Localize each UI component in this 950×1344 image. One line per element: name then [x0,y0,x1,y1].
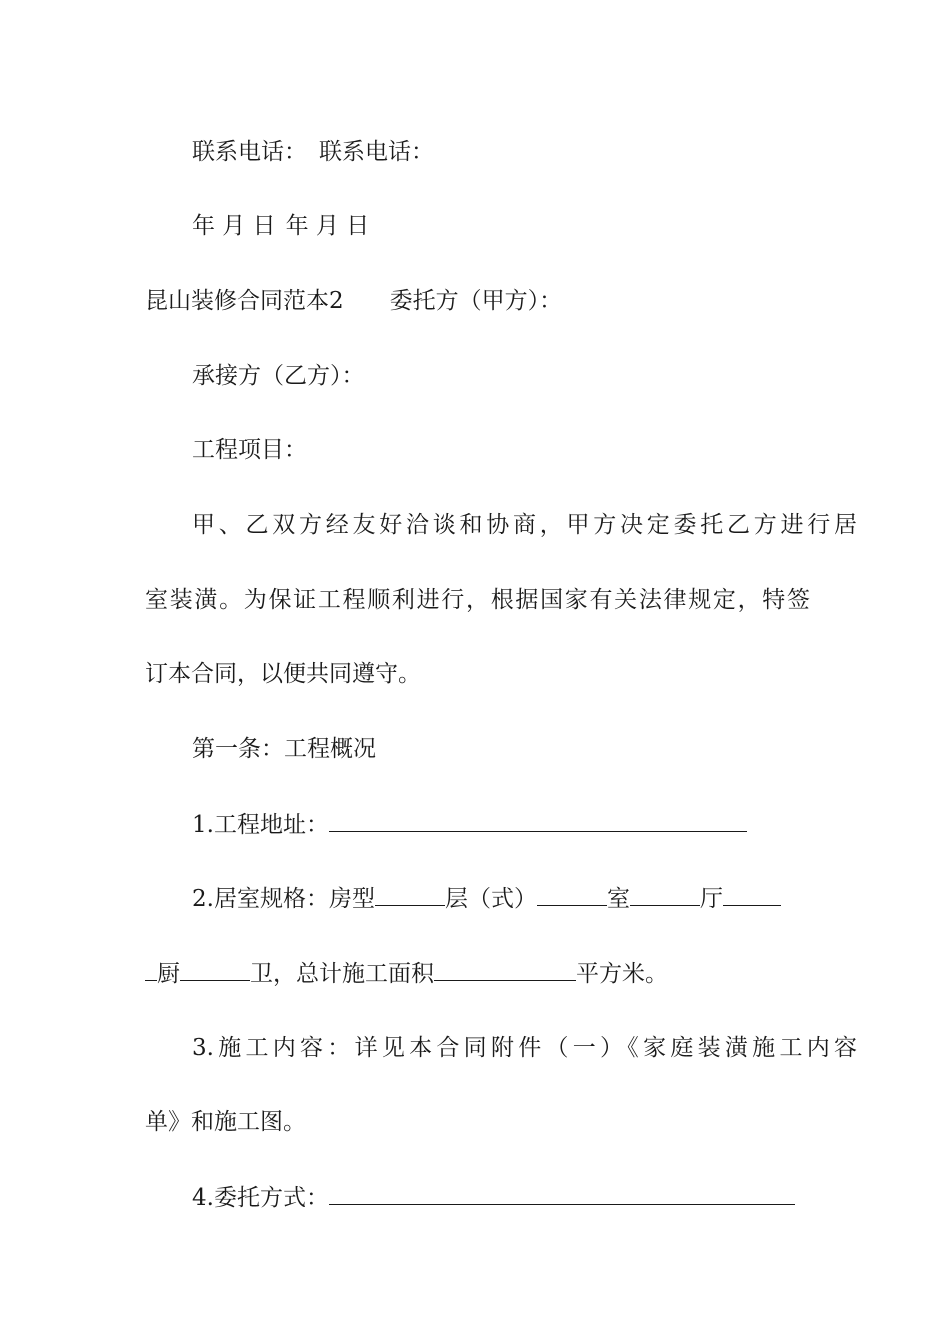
blank-area [434,958,576,981]
blank-ting-cont [145,958,157,981]
item2-shi: 室 [606,886,630,912]
para1-line3: 订本合同，以便共同遵守。 [145,661,421,687]
blank-chu [180,958,250,981]
title-line [145,286,810,316]
date-b: 年 月 日 [285,213,370,239]
item2-ting: 厅 [699,886,723,912]
party-b: 承接方（乙方）： [192,363,365,389]
blank-ceng [537,883,607,906]
contact-line [145,137,857,167]
sample-title: 昆山装修合同范本2 [145,288,344,314]
date-line [145,211,857,241]
item2-line1 [145,883,857,914]
para1-line2: 室装潢。为保证工程顺利进行，根据国家有关法律规定，特签 [145,587,810,613]
date-a: 年 月 日 [192,213,276,239]
item2-label: 2.居室规格：房型 [192,886,375,912]
entrust-blank [329,1182,795,1205]
item2-unit: 平方米。 [576,961,668,987]
para1-line1: 甲、乙双方经友好洽谈和协商，甲方决定委托乙方进行居 [192,512,857,538]
item2-line2 [145,958,810,989]
contact-a: 联系电话： [192,139,307,165]
blank-shi [630,883,700,906]
item1-label: 1.工程地址： [192,812,329,838]
item1-line [145,809,857,840]
item3-line2: 单》和施工图。 [145,1109,306,1135]
item4-line [145,1182,857,1213]
contact-b: 联系电话： [319,139,434,165]
address-blank [329,809,747,832]
party-a: 委托方（甲方）： [389,288,563,314]
item4-label: 4.委托方式： [192,1185,329,1211]
blank-house-type [375,883,445,906]
item2-ceng: 层（式） [444,886,537,912]
blank-ting [723,883,781,906]
item2-chu: 厨 [157,961,180,987]
item2-wei: 卫，总计施工面积 [250,961,434,987]
item3-line1: 3.施工内容：详见本合同附件（一）《家庭装潢施工内容 [192,1035,857,1061]
article1-heading: 第一条：工程概况 [192,736,376,762]
project-label: 工程项目： [192,437,307,463]
